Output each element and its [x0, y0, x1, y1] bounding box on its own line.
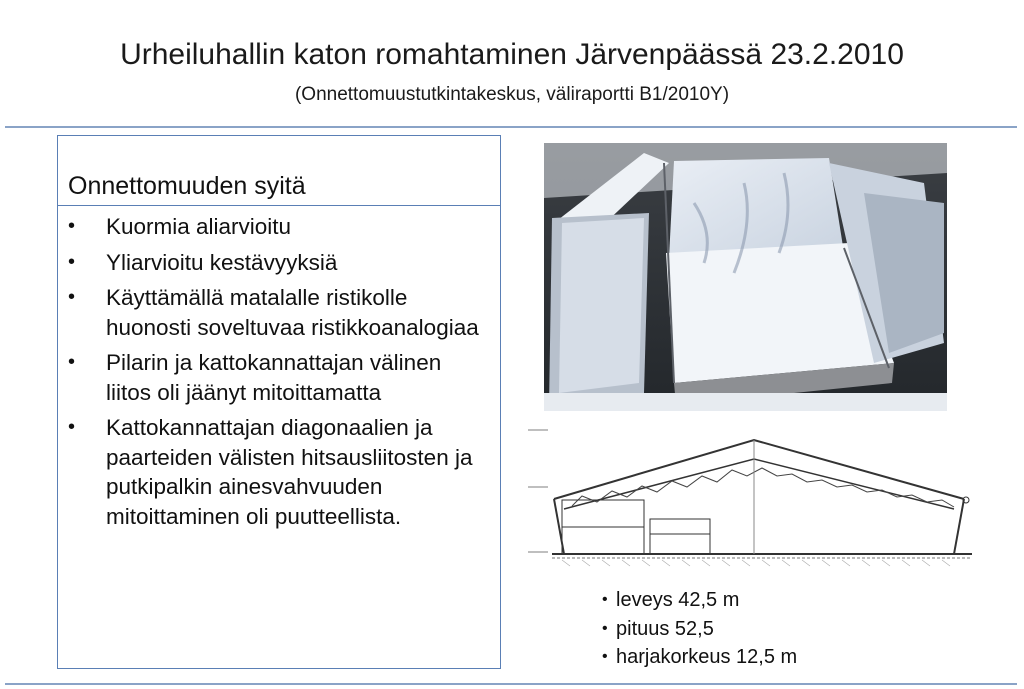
dimension-length: • pituus 52,5: [602, 615, 797, 644]
cause-item: • Käyttämällä matalalle ristikolle huonosti soveltuvaa ristikkoanalogiaa: [58, 283, 500, 342]
cause-item: • Kattokannattajan diagonaalien ja paarteiden välisten hitsausliitosten ja putkipalkin ainesvahvuuden mitoittaminen oli puutteellista.: [58, 413, 500, 531]
slide-subtitle: (Onnettomuustutkintakeskus, väliraportti B1/2010Y): [294, 84, 730, 105]
cause-item: • Kuormia aliarvioitu: [58, 212, 500, 242]
slide-title: Urheiluhallin katon romahtaminen Järvenpäässä 23.2.2010: [120, 38, 904, 71]
causes-heading: Onnettomuuden syitä: [58, 136, 500, 206]
collapsed-hall-photo: [544, 143, 947, 411]
dimensions-list: [602, 586, 797, 672]
dimension-width: • leveys 42,5 m: [602, 586, 797, 615]
bottom-divider: [5, 683, 1017, 685]
cross-section-drawing: [522, 424, 978, 574]
cause-item: • Pilarin ja kattokannattajan välinen liitos oli jäänyt mitoittamatta: [58, 348, 500, 407]
dimension-ridge-height: • harjakorkeus 12,5 m: [602, 643, 797, 672]
top-divider: [5, 126, 1017, 128]
causes-list: [58, 206, 500, 531]
causes-box: [57, 135, 501, 669]
cause-item: • Yliarvioitu kestävyyksiä: [58, 248, 500, 278]
